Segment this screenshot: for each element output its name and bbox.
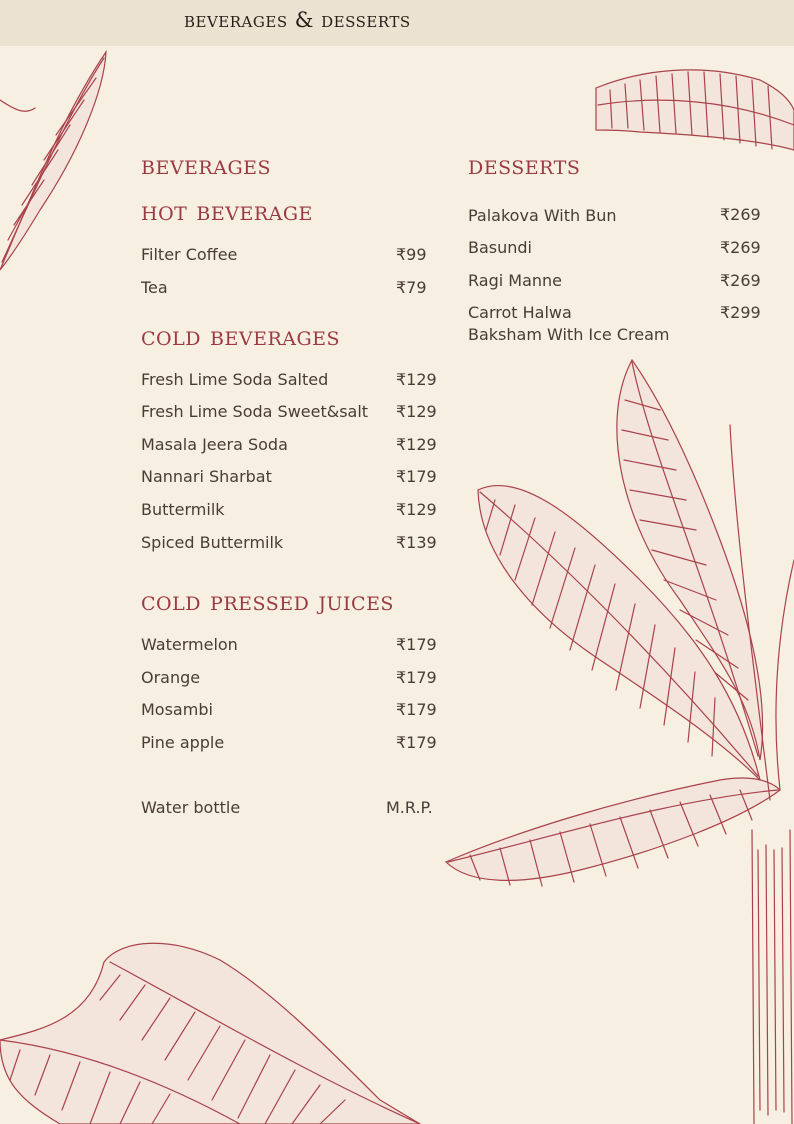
menu-item-price: ₹79 — [396, 278, 427, 297]
menu-item-name: Fresh Lime Soda Salted — [141, 370, 329, 389]
menu-item-name: Palakova With Bun — [468, 206, 617, 225]
menu-item-name: Orange — [141, 668, 201, 687]
menu-item-name: Water bottle — [141, 798, 241, 817]
menu-item-name: Ragi Manne — [468, 271, 562, 290]
menu-item-name: Spiced Buttermilk — [141, 533, 284, 552]
menu-item-name-line2: Baksham With Ice Cream — [468, 325, 670, 344]
menu-item-price: ₹179 — [396, 635, 437, 654]
hot-beverage-heading: hot beverage — [141, 196, 313, 227]
menu-item-name: Masala Jeera Soda — [141, 435, 288, 454]
menu-item-price: ₹129 — [396, 500, 437, 519]
menu-item-price: ₹269 — [720, 238, 761, 257]
menu-item-price: ₹99 — [396, 245, 427, 264]
menu-item-name: Mosambi — [141, 700, 213, 719]
menu-item-price: ₹129 — [396, 435, 437, 454]
menu-item-price: M.R.P. — [386, 798, 433, 817]
menu-item-name: Buttermilk — [141, 500, 225, 519]
menu-item-name: Watermelon — [141, 635, 238, 654]
menu-item-name: Filter Coffee — [141, 245, 238, 264]
menu-item-name: Pine apple — [141, 733, 225, 752]
menu-item-name: Nannari Sharbat — [141, 467, 272, 486]
desserts-heading: desserts — [468, 150, 581, 181]
menu-item-price: ₹179 — [396, 733, 437, 752]
menu-item-price: ₹179 — [396, 700, 437, 719]
menu-item-price: ₹129 — [396, 370, 437, 389]
beverages-heading: beverages — [141, 150, 272, 181]
menu-item-price: ₹139 — [396, 533, 437, 552]
cold-beverages-heading: cold beverages — [141, 321, 341, 352]
menu-item-price: ₹269 — [720, 271, 761, 290]
menu-item-name: Carrot Halwa — [468, 303, 572, 322]
menu-item-price: ₹179 — [396, 467, 437, 486]
menu-item-name: Tea — [141, 278, 168, 297]
menu-item-name: Fresh Lime Soda Sweet&salt — [141, 402, 369, 421]
menu-item-price: ₹299 — [720, 303, 761, 322]
menu-item-price: ₹269 — [720, 205, 761, 224]
menu-item-price: ₹179 — [396, 668, 437, 687]
menu-item-name: Basundi — [468, 238, 532, 257]
cold-pressed-juices-heading: cold pressed juices — [141, 586, 394, 617]
menu-item-price: ₹129 — [396, 402, 437, 421]
page-title: beverages & desserts — [184, 8, 411, 32]
